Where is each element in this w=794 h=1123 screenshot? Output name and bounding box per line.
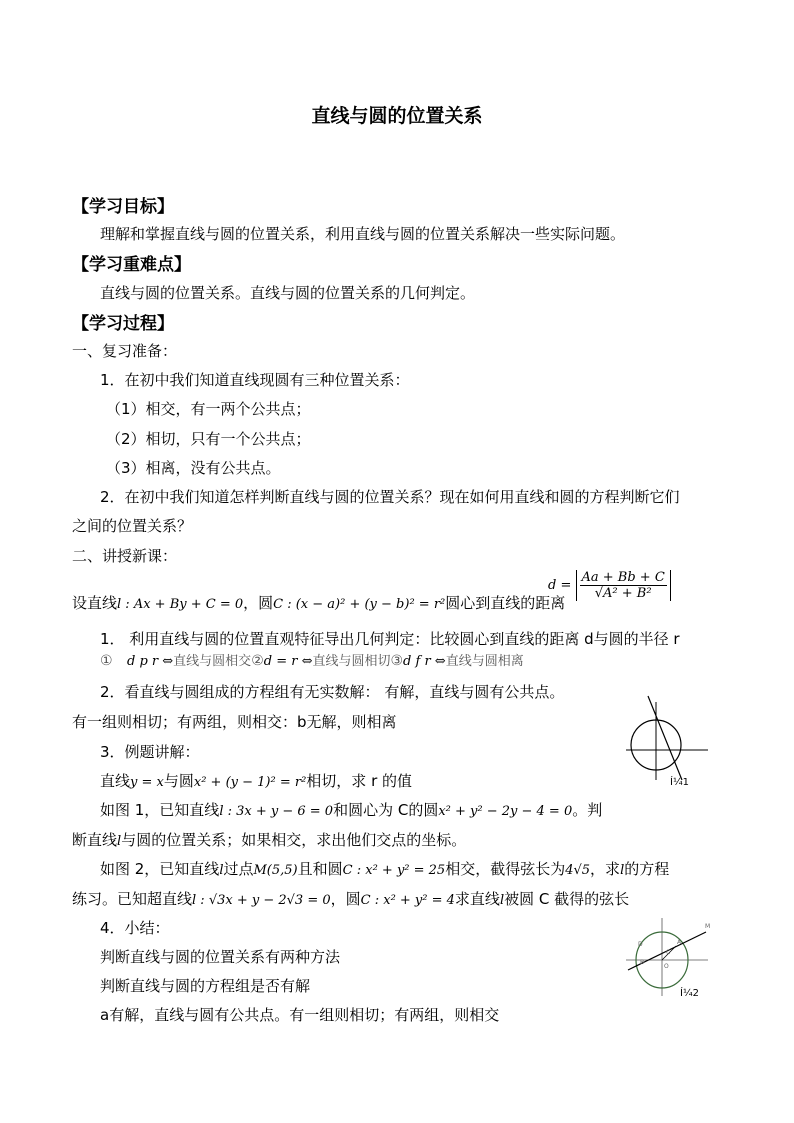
figure-2 (622, 912, 714, 1004)
ex3-text-2: 过点 (223, 860, 254, 878)
case-3-text: 直线与圆相离 (445, 654, 524, 669)
ex3-text-6: 的方程 (624, 860, 670, 878)
fig2-label-C: C (666, 949, 671, 956)
ex2-text-1: 如图 1，已知直线 (100, 801, 220, 819)
ex1-text-3: 相切，求 r 的值 (306, 772, 413, 790)
ex3-text-4: 相交，截得弦长为 (445, 860, 566, 878)
example-3 (100, 858, 669, 879)
ex3-text-1: 如图 2，已知直线 (100, 860, 220, 878)
ex1-text-2: 与圆 (163, 772, 194, 790)
ex1-eq-1: y = x (130, 775, 164, 790)
ex4-text-2: ，圆 (330, 890, 361, 908)
ex2-text-4b: 与圆的位置关系；如果相交，求出他们交点的坐标。 (121, 831, 467, 849)
goal-text: 理解和掌握直线与圆的位置关系，利用直线与圆的位置关系解决一些实际问题。 (100, 225, 626, 243)
point-1: 1． 利用直线与圆的位置直观特征导出几何判定：比较圆心到直线的距离 d与圆的半径 r (100, 630, 680, 648)
ex2-eq-2: x² + y² − 2y − 4 = 0 (438, 804, 573, 819)
case-2-number: ② (251, 653, 264, 669)
figure-1 (620, 692, 712, 792)
setup-text-3: 圆心到直线的距离 (445, 594, 566, 612)
fig2-label-D: D (638, 941, 643, 948)
review-q2-line1: 2．在初中我们知道怎样判断直线与圆的位置关系？现在如何用直线和圆的方程判断它们 (100, 488, 680, 506)
ex2-line-symbol: l (117, 834, 122, 849)
example-2-line2 (72, 829, 466, 850)
ex4-text-1: 练习。已知超直线 (72, 890, 193, 908)
point-4: 4．小结： (100, 919, 170, 937)
summary-1: 判断直线与圆的位置关系有两种方法 (100, 948, 341, 966)
review-heading: 一、复习准备： (72, 342, 178, 360)
figure-1-caption: Í¼1 (670, 777, 690, 788)
case-1-text: 直线与圆相交 (173, 654, 252, 669)
case-2-condition: d = r ⇔ (263, 654, 313, 669)
review-item-3: （3）相离，没有公共点。 (106, 459, 281, 477)
ex4-line-eq: l : √3x + y − 2√3 = 0 (192, 893, 331, 908)
point-2b: 有一组则相切；有两组，则相交：b无解，则相离 (72, 713, 397, 731)
new-heading: 二、讲授新课： (72, 547, 178, 565)
distance-numerator: Aa + Bb + C (581, 570, 665, 585)
distance-label: d = (548, 578, 572, 593)
process-heading: 【学习过程】 (72, 314, 174, 334)
fig2-label-M: M (705, 923, 711, 930)
review-q2-line2: 之间的位置关系？ (72, 517, 193, 535)
ex2-eq-1: l : 3x + y − 6 = 0 (219, 804, 334, 819)
setup-line (72, 592, 565, 613)
ex1-text-1: 直线 (100, 772, 131, 790)
case-3-number: ③ (390, 653, 404, 669)
circle-equation: C : (x − a)² + (y − b)² = r² (273, 597, 446, 612)
ex3-line-symbol-2: l (620, 863, 625, 878)
key-text: 直线与圆的位置关系。直线与圆的位置关系的几何判定。 (100, 284, 476, 302)
example-2 (100, 799, 602, 820)
ex3-line-symbol: l (219, 863, 224, 878)
ex3-text-5: ，求 (590, 860, 621, 878)
fig1-line (648, 696, 682, 780)
ex4-line-symbol: l (499, 893, 505, 908)
ex3-chord-length: 4√5 (565, 863, 591, 878)
case-3-condition: d f r ⇔ (403, 654, 446, 669)
ex2-text-4a: 断直线 (72, 831, 118, 849)
fig2-label-O: O (664, 963, 669, 970)
point-3: 3．例题讲解： (100, 743, 200, 761)
case-2-text: 直线与圆相切 (312, 654, 391, 669)
distance-denominator: √A² + B² (594, 586, 652, 601)
ex2-text-2: 和圆心为 C的圆 (333, 801, 439, 819)
exercise (72, 888, 629, 909)
case-1-condition: d p r ⇔ (127, 654, 174, 669)
review-item-1: （1）相交，有一两个公共点； (106, 400, 311, 418)
ex1-eq-2: x² + (y − 1)² = r² (193, 775, 307, 790)
fig2-label-B: B (640, 959, 645, 966)
fig2-label-A: A (677, 939, 682, 946)
cases-line (100, 650, 524, 669)
page-title: 直线与圆的位置关系 (311, 105, 483, 127)
ex3-text-3: 且和圆 (297, 860, 343, 878)
review-q1: 1．在初中我们知道直线现圆有三种位置关系： (100, 371, 410, 389)
figure-2-caption: Í¼2 (680, 988, 700, 999)
ex4-text-4: 被圆 C 截得的弦长 (504, 890, 630, 908)
case-1-number: ① (100, 653, 113, 669)
summary-2: 判断直线与圆的方程组是否有解 (100, 977, 311, 995)
distance-formula (548, 570, 671, 601)
ex4-circle-eq: C : x² + y² = 4 (360, 893, 455, 908)
goal-heading: 【学习目标】 (72, 197, 174, 217)
example-1 (100, 770, 412, 791)
point-2: 2．看直线与圆组成的方程组有无实数解： 有解，直线与圆有公共点。 (100, 683, 565, 701)
setup-text-2: ，圆 (243, 594, 274, 612)
ex3-circle-eq: C : x² + y² = 25 (342, 863, 446, 878)
review-item-2: （2）相切，只有一个公共点； (106, 430, 311, 448)
key-heading: 【学习重难点】 (72, 255, 191, 275)
ex3-point-M: M(5,5) (253, 863, 298, 878)
summary-3: a有解，直线与圆有公共点。有一组则相切；有两组，则相交 (100, 1006, 500, 1024)
ex2-text-3: 。判 (572, 801, 603, 819)
line-equation: l : Ax + By + C = 0 (117, 597, 244, 612)
ex4-text-3: 求直线 (454, 890, 500, 908)
setup-text-1: 设直线 (72, 594, 118, 612)
